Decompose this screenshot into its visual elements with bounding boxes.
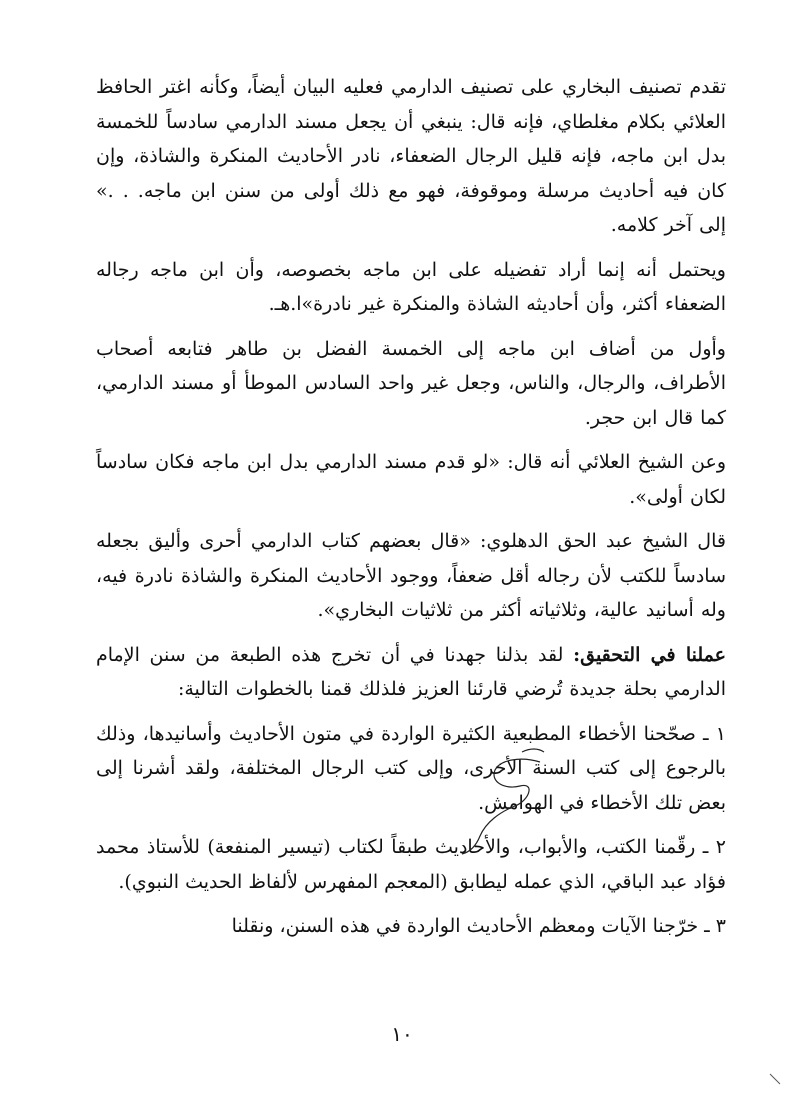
list-item-1: ١ ـ صحّحنا الأخطاء المطبعية الكثيرة الواردة في متون الأحاديث وأسانيدها، وذلك بالرجوع إلى كتب السنة الأخرى، وإلى كتب الرجال المختلفة، ولقد أشرنا إلى بعض تلك الأخطاء في الهوامش. — [96, 722, 726, 814]
paragraph-5: قال الشيخ عبد الحق الدهلوي: «قال بعضهم كتاب الدارمي أحرى وأليق بجعله سادساً للكتب لأن رجاله أقل ضعفاً، ووجود الأحاديث المنكرة والشاذة نادرة فيه، وله أسانيد عالية، وثلاثياته أكثر من ثلاثيات البخاري». — [96, 530, 726, 621]
work-text: لقد بذلنا جهدنا في أن تخرج هذه الطبعة من سنن الإمام الدارمي بحلة جديدة تُرضي قارئنا العزيز فلذلك قمنا بالخطوات التالية: — [96, 643, 726, 700]
paragraph-1: تقدم تصنيف البخاري على تصنيف الدارمي فعليه البيان أيضاً، وكأنه اغتر الحافظ العلائي بكلام مغلطاي، فإنه قال: ينبغي أن يجعل مسند الدارمي سادساً للخمسة بدل ابن ماجه، فإنه قليل الرجال الضعفاء، نادر الأحاديث المنكرة والشاذة، وإن كان فيه أحاديث مرسلة وموقوفة، فهو مع ذلك أولى من سنن ابن ماجه. . .» إلى آخر كلامه. — [96, 76, 726, 236]
list-item-2: ٢ ـ رقّمنا الكتب، والأبواب، والأحاديث طبقاً لكتاب (تيسير المنفعة) للأستاذ محمد فؤاد عبد الباقي، الذي عمله ليطابق (المعجم المفهرس لألفاظ الحديث النبوي). — [96, 836, 726, 893]
work-paragraph — [96, 638, 726, 707]
corner-mark — [768, 1072, 782, 1086]
list-item-3: ٣ ـ خرّجنا الآيات ومعظم الأحاديث الواردة في هذه السنن، ونقلنا — [231, 915, 726, 937]
work-lead: عملنا في التحقيق: — [573, 643, 726, 666]
page-body — [96, 70, 726, 954]
paragraph-2: ويحتمل أنه إنما أراد تفضيله على ابن ماجه بخصوصه، وأن ابن ماجه رجاله الضعفاء أكثر، وأن أحاديثه الشاذة والمنكرة غير نادرة»ا.هـ. — [96, 258, 726, 315]
paragraph-3: وأول من أضاف ابن ماجه إلى الخمسة الفضل بن طاهر فتابعه أصحاب الأطراف، والرجال، والناس، وجعل غير واحد السادس الموطأ أو مسند الدارمي، كما قال ابن حجر. — [96, 337, 726, 429]
page-number: ١٠ — [391, 1022, 413, 1046]
paragraph-4: وعن الشيخ العلائي أنه قال: «لو قدم مسند الدارمي بدل ابن ماجه فكان سادساً لكان أولى». — [96, 451, 726, 508]
